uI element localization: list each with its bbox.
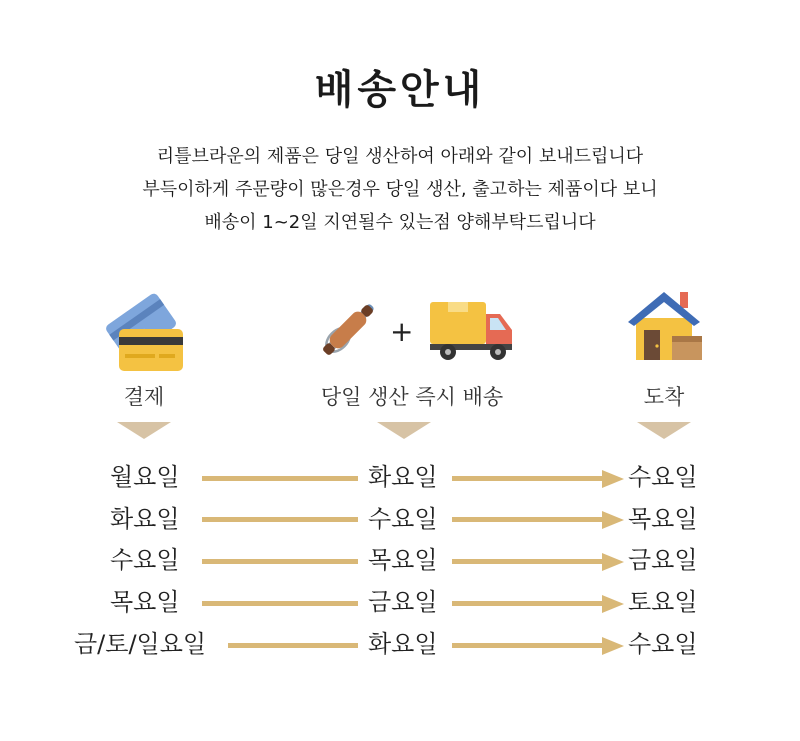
order-day: 목요일 (110, 588, 180, 616)
intro-text (0, 140, 800, 239)
intro-line-1: 리틀브라운의 제품은 당일 생산하여 아래와 같이 보내드립니다 (156, 146, 644, 167)
order-day: 화요일 (110, 505, 180, 533)
arrow-bar (202, 476, 358, 481)
page-title: 배송안내 (314, 67, 486, 113)
arrowhead (602, 553, 624, 571)
intro-line-2: 부득이하게 주문량이 많은경우 당일 생산, 출고하는 제품이다 보니 (142, 179, 658, 200)
arrive-day: 토요일 (628, 588, 698, 616)
ship-day: 화요일 (368, 463, 438, 491)
arrowhead (602, 595, 624, 613)
delivery-truck-icon (428, 298, 514, 362)
arrow-bar (202, 601, 358, 606)
order-day: 금/토/일요일 (74, 630, 207, 658)
arrow-bar (452, 601, 604, 606)
arrive-day: 목요일 (628, 505, 698, 533)
arrowhead (602, 511, 624, 529)
down-triangle-production (377, 422, 431, 439)
credit-card-icon (103, 287, 185, 373)
arrowhead (602, 637, 624, 655)
arrow-bar (452, 643, 604, 648)
intro-line-3: 배송이 1~2일 지연될수 있는점 양해부탁드립니다 (204, 212, 596, 233)
step-label-production: 당일 생산 즉시 배송 (320, 385, 504, 409)
ship-day: 목요일 (368, 546, 438, 574)
step-label-payment: 결제 (123, 385, 165, 409)
order-day: 수요일 (110, 546, 180, 574)
arrow-bar (452, 476, 604, 481)
arrow-bar (228, 643, 358, 648)
house-icon (626, 286, 706, 364)
arrive-day: 수요일 (628, 463, 698, 491)
arrow-bar (452, 559, 604, 564)
arrive-day: 수요일 (628, 630, 698, 658)
ship-day: 화요일 (368, 630, 438, 658)
arrow-bar (202, 559, 358, 564)
arrow-bar (452, 517, 604, 522)
down-triangle-payment (117, 422, 171, 439)
down-triangle-arrival (637, 422, 691, 439)
arrow-bar (202, 517, 358, 522)
ship-day: 수요일 (368, 505, 438, 533)
rolling-pin-whisk-icon (314, 298, 382, 362)
step-label-arrival: 도착 (643, 385, 685, 409)
arrowhead (602, 470, 624, 488)
order-day: 월요일 (110, 463, 180, 491)
ship-day: 금요일 (368, 588, 438, 616)
plus-sign: + (390, 315, 414, 348)
arrive-day: 금요일 (628, 546, 698, 574)
